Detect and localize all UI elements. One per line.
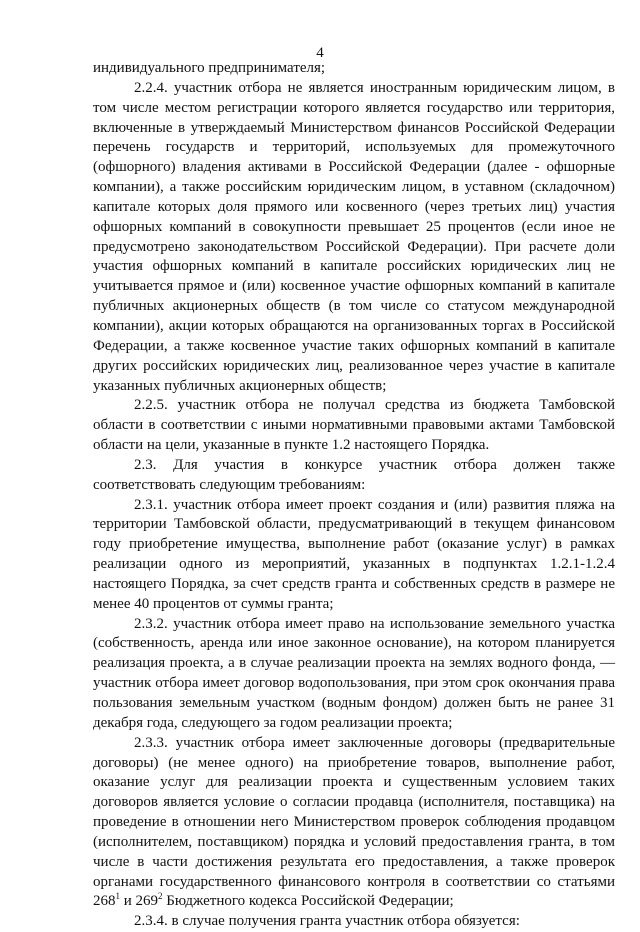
article-269: 269 <box>135 893 159 910</box>
article-268: 268 <box>93 893 116 910</box>
paragraph-2-3: 2.3. Для участия в конкурсе участник отбора должен также соответствовать следующим требованиям: <box>93 456 615 493</box>
paragraph-2-2-5: 2.2.5. участник отбора не получал средства из бюджета Тамбовской области в соответствии с иными нормативными правовыми актами Тамбовской области на цели, указанные в пункте 1.2 настоящего Порядка. <box>93 397 615 454</box>
paragraph-2-3-3-tail: Бюджетного кодекса Российской Федерации; <box>162 893 454 910</box>
paragraph-2-3-4: 2.3.4. в случае получения гранта участник отбора обязуется: <box>134 913 520 930</box>
paragraph-2-2-4: 2.2.4. участник отбора не является иностранным юридическим лицом, в том числе местом регистрации которого является государство или территория, включенные в утверждаемый Министерством финансов Российской Федерации перечень государств и территорий, используемых для промежуточного (офшорного) владения активами в Российской Федерации (далее - офшорные компании), а также российским юридическим лицом, в уставном (складочном) капитале которых доля прямого или косвенного (через третьих лиц) участия офшорных компаний в совокупности превышает 25 процентов (если иное не предусмотрено законодательством Российской Федерации). При расчете доли участия офшорных компаний в капитале российских юридических лиц не учитывается прямое и (или) косвенное участие офшорных компаний в капитале публичных акционерных обществ (в том числе со статусом международной компании), акции которых обращаются на организованных торгах в Российской Федерации, а также косвенное участие таких офшорных компаний в капитале других российских юридических лиц, реализованное через участие в капитале указанных публичных акционерных обществ; <box>93 79 615 394</box>
page-number: 4 <box>316 45 324 61</box>
article-268-superscript: 1 <box>115 891 120 902</box>
article-269-superscript: 2 <box>158 891 163 902</box>
paragraph-2-3-3 <box>93 734 615 913</box>
paragraph-continuation: индивидуального предпринимателя; <box>93 60 326 76</box>
paragraph-2-3-2: 2.3.2. участник отбора имеет право на использование земельного участка (собственность, аренда или иное законное основание), на котором планируется реализация проекта, а в случае реализации проекта на землях водного фонда, — участник отбора имеет договор водопользования, при этом срок окончания права пользования земельным участком (водным фондом) должен быть не ранее 31 декабря года, следующего за годом реализации проекта; <box>93 615 615 731</box>
conjunction: и <box>120 893 136 910</box>
paragraph-2-3-3-text: 2.3.3. участник отбора имеет заключенные договоры (предварительные договоры) (не менее одного) на приобретение товаров, выполнение работ, оказание услуг для реализации проекта и существенным условием таких договоров является условие о согласии продавца (исполнителя, поставщика) на проведение в отношении него Министерством проверок соблюдения продавцом (исполнителем, поставщиком) порядка и условий предоставления гранта, в том числе в части достижения результата его предоставления, а также проверок органами государственного финансового контроля в соответствии со статьями <box>93 734 615 890</box>
document-body <box>93 59 615 932</box>
paragraph-2-3-1: 2.3.1. участник отбора имеет проект создания и (или) развития пляжа на территории Тамбовской области, предусматривающий в текущем финансовом году приобретение имущества, выполнение работ (оказание услуг) в рамках реализации одного из мероприятий, указанных в подпунктах 1.2.1-1.2.4 настоящего Порядка, за счет средств гранта и собственных средств в размере не менее 40 процентов от суммы гранта; <box>93 496 615 612</box>
